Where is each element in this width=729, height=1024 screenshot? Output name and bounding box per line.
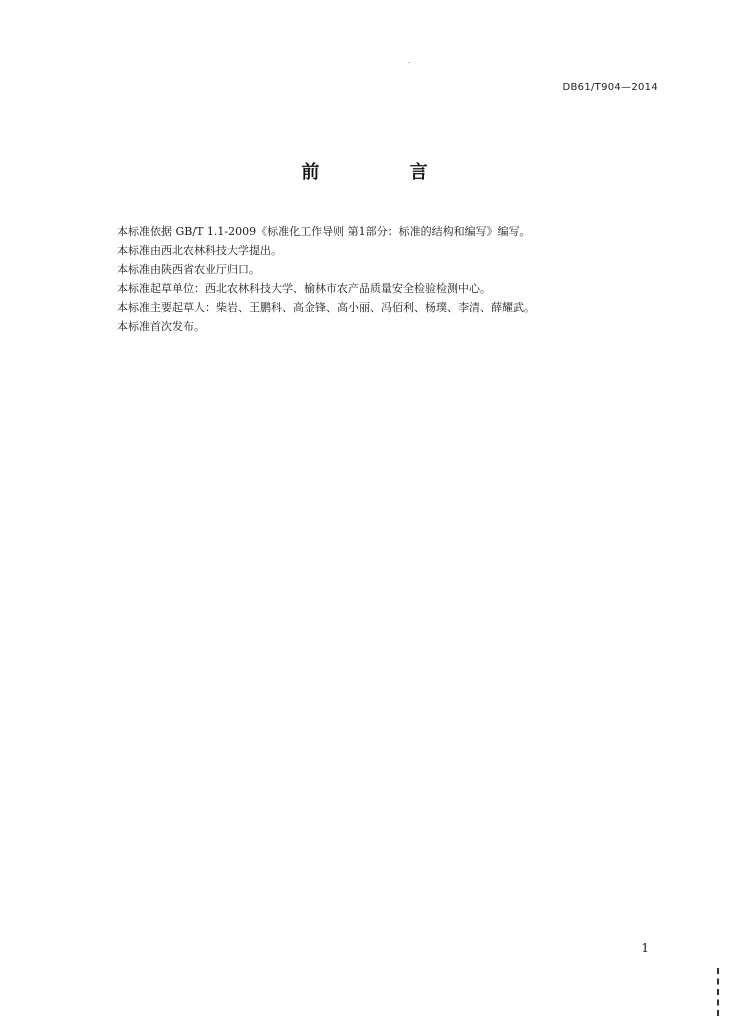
document-code: DB61/T904—2014 — [562, 82, 658, 93]
foreword-line-authority: 本标准由陕西省农业厅归口。 — [117, 263, 260, 276]
foreword-line-drafting-units: 本标准起草单位：西北农林科技大学、榆林市农产品质量安全检验检测中心。 — [117, 282, 491, 295]
foreword-body — [117, 222, 637, 336]
foreword-line-first-release: 本标准首次发布。 — [117, 320, 205, 333]
foreword-line-proposer: 本标准由西北农林科技大学提出。 — [117, 244, 282, 257]
page-title: 前 言 — [301, 162, 470, 183]
scan-speck — [408, 62, 410, 63]
foreword-line-drafters: 本标准主要起草人：柴岩、王鹏科、高金锋、高小丽、冯佰利、杨璞、李清、薛耀武。 — [117, 301, 535, 314]
page-number: 1 — [641, 941, 649, 955]
scan-edge-mark — [717, 968, 722, 1016]
foreword-line-basis: 本标准依据 GB/T 1.1-2009《标准化工作导则 第1部分：标准的结构和编写》编写。 — [117, 225, 531, 238]
